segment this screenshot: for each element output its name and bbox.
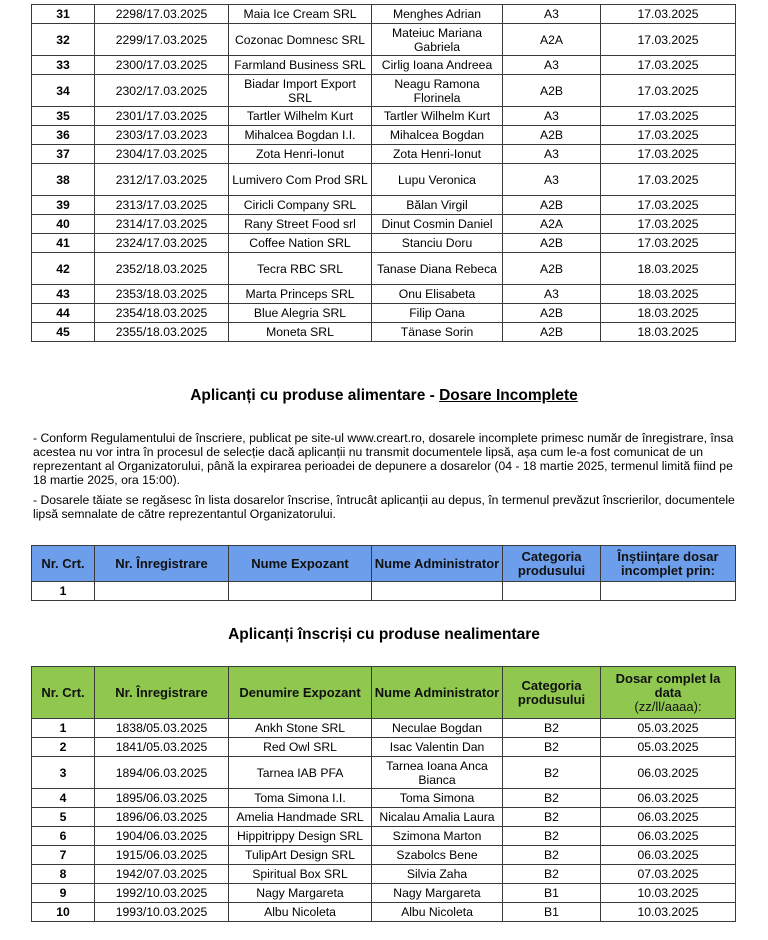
cell-exponent: Spiritual Box SRL (229, 865, 372, 884)
table-row (32, 215, 736, 234)
cell-category: A2B (503, 126, 601, 145)
cell-category: B2 (503, 757, 601, 789)
table-row (32, 757, 736, 789)
cell-nr: 43 (32, 285, 95, 304)
cell-exponent: Biadar Import Export SRL (229, 75, 372, 107)
table-row (32, 107, 736, 126)
cell-date: 18.03.2025 (601, 253, 736, 285)
cell-exponent: Hippitrippy Design SRL (229, 827, 372, 846)
cell-nr: 7 (32, 846, 95, 865)
cell-date: 17.03.2025 (601, 24, 736, 56)
cell-exponent: Tarnea IAB PFA (229, 757, 372, 789)
cell-reg: 1915/06.03.2025 (95, 846, 229, 865)
cell-admin: Stanciu Doru (372, 234, 503, 253)
table-row (32, 719, 736, 738)
table-row (32, 827, 736, 846)
cell-nr: 34 (32, 75, 95, 107)
cell-exponent: Albu Nicoleta (229, 903, 372, 922)
header-nume-administrator: Nume Administrator (372, 546, 503, 582)
cell-date: 06.03.2025 (601, 846, 736, 865)
cell-reg: 1942/07.03.2025 (95, 865, 229, 884)
table-row (32, 56, 736, 75)
food-applicants-table-body (32, 5, 736, 342)
cell-category: A2A (503, 24, 601, 56)
incomplete-table-header-row (32, 546, 736, 582)
cell-exponent: Zota Henri-Ionut (229, 145, 372, 164)
cell-admin (372, 582, 503, 601)
table-row (32, 323, 736, 342)
cell-exponent: TulipArt Design SRL (229, 846, 372, 865)
cell-date: 17.03.2025 (601, 164, 736, 196)
cell-nr: 1 (32, 719, 95, 738)
cell-category: B2 (503, 789, 601, 808)
cell-exponent: Mihalcea Bogdan I.I. (229, 126, 372, 145)
cell-nr: 31 (32, 5, 95, 24)
table-row (32, 789, 736, 808)
cell-admin: Tanase Diana Rebeca (372, 253, 503, 285)
cell-category: A3 (503, 164, 601, 196)
cell-reg: 2312/17.03.2025 (95, 164, 229, 196)
cell-exponent: Tecra RBC SRL (229, 253, 372, 285)
cell-reg: 1838/05.03.2025 (95, 719, 229, 738)
cell-exponent: Marta Princeps SRL (229, 285, 372, 304)
header-nr-crt: Nr. Crt. (32, 546, 95, 582)
cell-admin: Nicalau Amalia Laura (372, 808, 503, 827)
cell-reg: 2354/18.03.2025 (95, 304, 229, 323)
incomplete-title-underlined: Dosare Incomplete (439, 387, 578, 404)
cell-date: 06.03.2025 (601, 808, 736, 827)
cell-exponent: Rany Street Food srl (229, 215, 372, 234)
cell-exponent: Red Owl SRL (229, 738, 372, 757)
cell-exponent: Coffee Nation SRL (229, 234, 372, 253)
cell-date: 07.03.2025 (601, 865, 736, 884)
table-row (32, 5, 736, 24)
cell-nr: 38 (32, 164, 95, 196)
cell-admin: Albu Nicoleta (372, 903, 503, 922)
incomplete-title-prefix: Aplicanți cu produse alimentare - (190, 387, 440, 404)
cell-exponent: Maia Ice Cream SRL (229, 5, 372, 24)
header-categoria-produsului: Categoria produsului (503, 667, 601, 719)
cell-date: 06.03.2025 (601, 827, 736, 846)
cell-category (503, 582, 601, 601)
cell-category: A3 (503, 107, 601, 126)
cell-date: 10.03.2025 (601, 903, 736, 922)
cell-exponent (229, 582, 372, 601)
cell-admin: Silvia Zaha (372, 865, 503, 884)
cell-reg: 1904/06.03.2025 (95, 827, 229, 846)
table-row (32, 582, 736, 601)
note-paragraph-2: - Dosarele tăiate se regăsesc în lista dosarelor înscrise, întrucât aplicanții au depus, în termenul prevăzut înscrierilor, documentele lipsă semnalate de către reprezentantul Organizatorului. (33, 493, 735, 521)
cell-category: B2 (503, 719, 601, 738)
incomplete-section-title (0, 387, 768, 405)
cell-admin: Mateiuc Mariana Gabriela (372, 24, 503, 56)
cell-reg: 2300/17.03.2025 (95, 56, 229, 75)
cell-reg: 1841/05.03.2025 (95, 738, 229, 757)
cell-admin: Tänase Sorin (372, 323, 503, 342)
cell-nr: 2 (32, 738, 95, 757)
cell-category: B2 (503, 738, 601, 757)
cell-category: B2 (503, 827, 601, 846)
cell-admin: Onu Elisabeta (372, 285, 503, 304)
table-row (32, 304, 736, 323)
cell-exponent: Nagy Margareta (229, 884, 372, 903)
cell-nr: 32 (32, 24, 95, 56)
cell-reg: 1896/06.03.2025 (95, 808, 229, 827)
cell-category: A2B (503, 234, 601, 253)
cell-reg: 1992/10.03.2025 (95, 884, 229, 903)
food-applicants-table (31, 4, 736, 342)
cell-date: 10.03.2025 (601, 884, 736, 903)
cell-nr: 42 (32, 253, 95, 285)
cell-category: A2B (503, 304, 601, 323)
cell-reg: 1894/06.03.2025 (95, 757, 229, 789)
table-row (32, 738, 736, 757)
cell-date: 06.03.2025 (601, 789, 736, 808)
cell-date: 17.03.2025 (601, 196, 736, 215)
cell-reg: 2313/17.03.2025 (95, 196, 229, 215)
cell-exponent: Ciricli Company SRL (229, 196, 372, 215)
header-dosar-complet (601, 667, 736, 719)
cell-nr: 9 (32, 884, 95, 903)
cell-nr: 1 (32, 582, 95, 601)
cell-admin: Zota Henri-Ionut (372, 145, 503, 164)
table-row (32, 846, 736, 865)
cell-admin: Cirlig Ioana Andreea (372, 56, 503, 75)
cell-date: 18.03.2025 (601, 304, 736, 323)
cell-nr: 45 (32, 323, 95, 342)
cell-date: 05.03.2025 (601, 738, 736, 757)
table-row (32, 865, 736, 884)
cell-nr: 37 (32, 145, 95, 164)
cell-nr: 5 (32, 808, 95, 827)
cell-exponent: Cozonac Domnesc SRL (229, 24, 372, 56)
incomplete-notes (33, 431, 743, 527)
table-row (32, 903, 736, 922)
header-categoria-produsului: Categoria produsului (503, 546, 601, 582)
table-row (32, 285, 736, 304)
cell-admin: Dinut Cosmin Daniel (372, 215, 503, 234)
incomplete-dossiers-table (31, 545, 736, 601)
cell-reg: 2352/18.03.2025 (95, 253, 229, 285)
cell-exponent: Moneta SRL (229, 323, 372, 342)
cell-exponent: Farmland Business SRL (229, 56, 372, 75)
cell-reg: 2353/18.03.2025 (95, 285, 229, 304)
cell-exponent: Tartler Wilhelm Kurt (229, 107, 372, 126)
cell-admin: Bălan Virgil (372, 196, 503, 215)
cell-date: 17.03.2025 (601, 126, 736, 145)
note-paragraph-1: - Conform Regulamentului de înscriere, publicat pe site-ul www.creart.ro, dosarele incomplete primesc număr de înregistrare, însa acestea nu vor intra în procesul de selecție dacă aplicanții nu transmit documentele lipsă, așa cum le-a fost comunicat de un reprezentant al Organizatorului, până la expirarea perioadei de depunere a dosarelor (04 - 18 martie 2025, termenul limită fiind pe 18 martie 2025, ora 15:00). (33, 431, 734, 487)
header-denumire-expozant: Denumire Expozant (229, 667, 372, 719)
cell-category: A2A (503, 215, 601, 234)
cell-date: 17.03.2025 (601, 215, 736, 234)
cell-nr: 10 (32, 903, 95, 922)
cell-reg: 2302/17.03.2025 (95, 75, 229, 107)
cell-nr: 6 (32, 827, 95, 846)
incomplete-table-body (32, 582, 736, 601)
table-row (32, 164, 736, 196)
cell-admin: Neculae Bogdan (372, 719, 503, 738)
cell-reg: 2314/17.03.2025 (95, 215, 229, 234)
cell-exponent: Toma Simona I.I. (229, 789, 372, 808)
cell-reg: 2299/17.03.2025 (95, 24, 229, 56)
cell-admin: Tarnea Ioana Anca Bianca (372, 757, 503, 789)
cell-reg: 2355/18.03.2025 (95, 323, 229, 342)
cell-admin: Lupu Veronica (372, 164, 503, 196)
cell-date: 17.03.2025 (601, 56, 736, 75)
cell-date: 17.03.2025 (601, 5, 736, 24)
cell-date: 17.03.2025 (601, 234, 736, 253)
cell-admin: Szabolcs Bene (372, 846, 503, 865)
cell-date: 17.03.2025 (601, 145, 736, 164)
table-row (32, 234, 736, 253)
cell-reg (95, 582, 229, 601)
cell-exponent: Lumivero Com Prod SRL (229, 164, 372, 196)
cell-category: A2B (503, 253, 601, 285)
cell-nr: 33 (32, 56, 95, 75)
cell-reg: 1993/10.03.2025 (95, 903, 229, 922)
header-nr-inregistrare: Nr. Înregistrare (95, 667, 229, 719)
cell-category: B2 (503, 808, 601, 827)
cell-nr: 40 (32, 215, 95, 234)
table-row (32, 808, 736, 827)
cell-nr: 8 (32, 865, 95, 884)
cell-category: B2 (503, 846, 601, 865)
cell-category: A2B (503, 196, 601, 215)
cell-category: B1 (503, 884, 601, 903)
cell-nr: 36 (32, 126, 95, 145)
cell-date: 18.03.2025 (601, 285, 736, 304)
cell-exponent: Ankh Stone SRL (229, 719, 372, 738)
header-nume-expozant: Nume Expozant (229, 546, 372, 582)
cell-category: A2B (503, 75, 601, 107)
table-row (32, 884, 736, 903)
cell-reg: 2303/17.03.2023 (95, 126, 229, 145)
cell-reg: 2304/17.03.2025 (95, 145, 229, 164)
cell-nr: 44 (32, 304, 95, 323)
cell-category: A3 (503, 56, 601, 75)
cell-admin: Neagu Ramona Florinela (372, 75, 503, 107)
header-nr-inregistrare: Nr. Înregistrare (95, 546, 229, 582)
cell-nr: 39 (32, 196, 95, 215)
cell-nr: 41 (32, 234, 95, 253)
cell-date: 17.03.2025 (601, 75, 736, 107)
table-row (32, 24, 736, 56)
table-row (32, 126, 736, 145)
cell-reg: 1895/06.03.2025 (95, 789, 229, 808)
cell-admin: Nagy Margareta (372, 884, 503, 903)
cell-category: A3 (503, 145, 601, 164)
table-row (32, 196, 736, 215)
cell-admin: Isac Valentin Dan (372, 738, 503, 757)
cell-admin: Szimona Marton (372, 827, 503, 846)
cell-admin: Mihalcea Bogdan (372, 126, 503, 145)
cell-reg: 2301/17.03.2025 (95, 107, 229, 126)
header-instiintare: Înștiințare dosar incomplet prin: (601, 546, 736, 582)
table-row (32, 253, 736, 285)
cell-exponent: Blue Alegria SRL (229, 304, 372, 323)
cell-nr: 3 (32, 757, 95, 789)
cell-admin: Filip Oana (372, 304, 503, 323)
nonfood-table-header-row (32, 667, 736, 719)
header-nr-crt: Nr. Crt. (32, 667, 95, 719)
cell-category: A2B (503, 323, 601, 342)
cell-exponent: Amelia Handmade SRL (229, 808, 372, 827)
cell-category: A3 (503, 5, 601, 24)
cell-date: 18.03.2025 (601, 323, 736, 342)
cell-admin: Toma Simona (372, 789, 503, 808)
table-row (32, 75, 736, 107)
cell-reg: 2298/17.03.2025 (95, 5, 229, 24)
cell-date: 05.03.2025 (601, 719, 736, 738)
cell-nr: 35 (32, 107, 95, 126)
cell-reg: 2324/17.03.2025 (95, 234, 229, 253)
cell-admin: Tartler Wilhelm Kurt (372, 107, 503, 126)
cell-admin: Menghes Adrian (372, 5, 503, 24)
header-nume-administrator: Nume Administrator (372, 667, 503, 719)
table-row (32, 145, 736, 164)
cell-nr: 4 (32, 789, 95, 808)
cell-category: B2 (503, 865, 601, 884)
nonfood-section-title: Aplicanți înscriși cu produse nealimentare (228, 626, 540, 643)
cell-category: A3 (503, 285, 601, 304)
cell-date: 06.03.2025 (601, 757, 736, 789)
nonfood-applicants-table (31, 666, 736, 922)
cell-notice (601, 582, 736, 601)
cell-date: 17.03.2025 (601, 107, 736, 126)
header-date-format: (zz/ll/aaaa): (634, 698, 702, 714)
cell-category: B1 (503, 903, 601, 922)
nonfood-table-body (32, 719, 736, 922)
header-dosar-complet-label: Dosar complet la data (615, 670, 721, 700)
